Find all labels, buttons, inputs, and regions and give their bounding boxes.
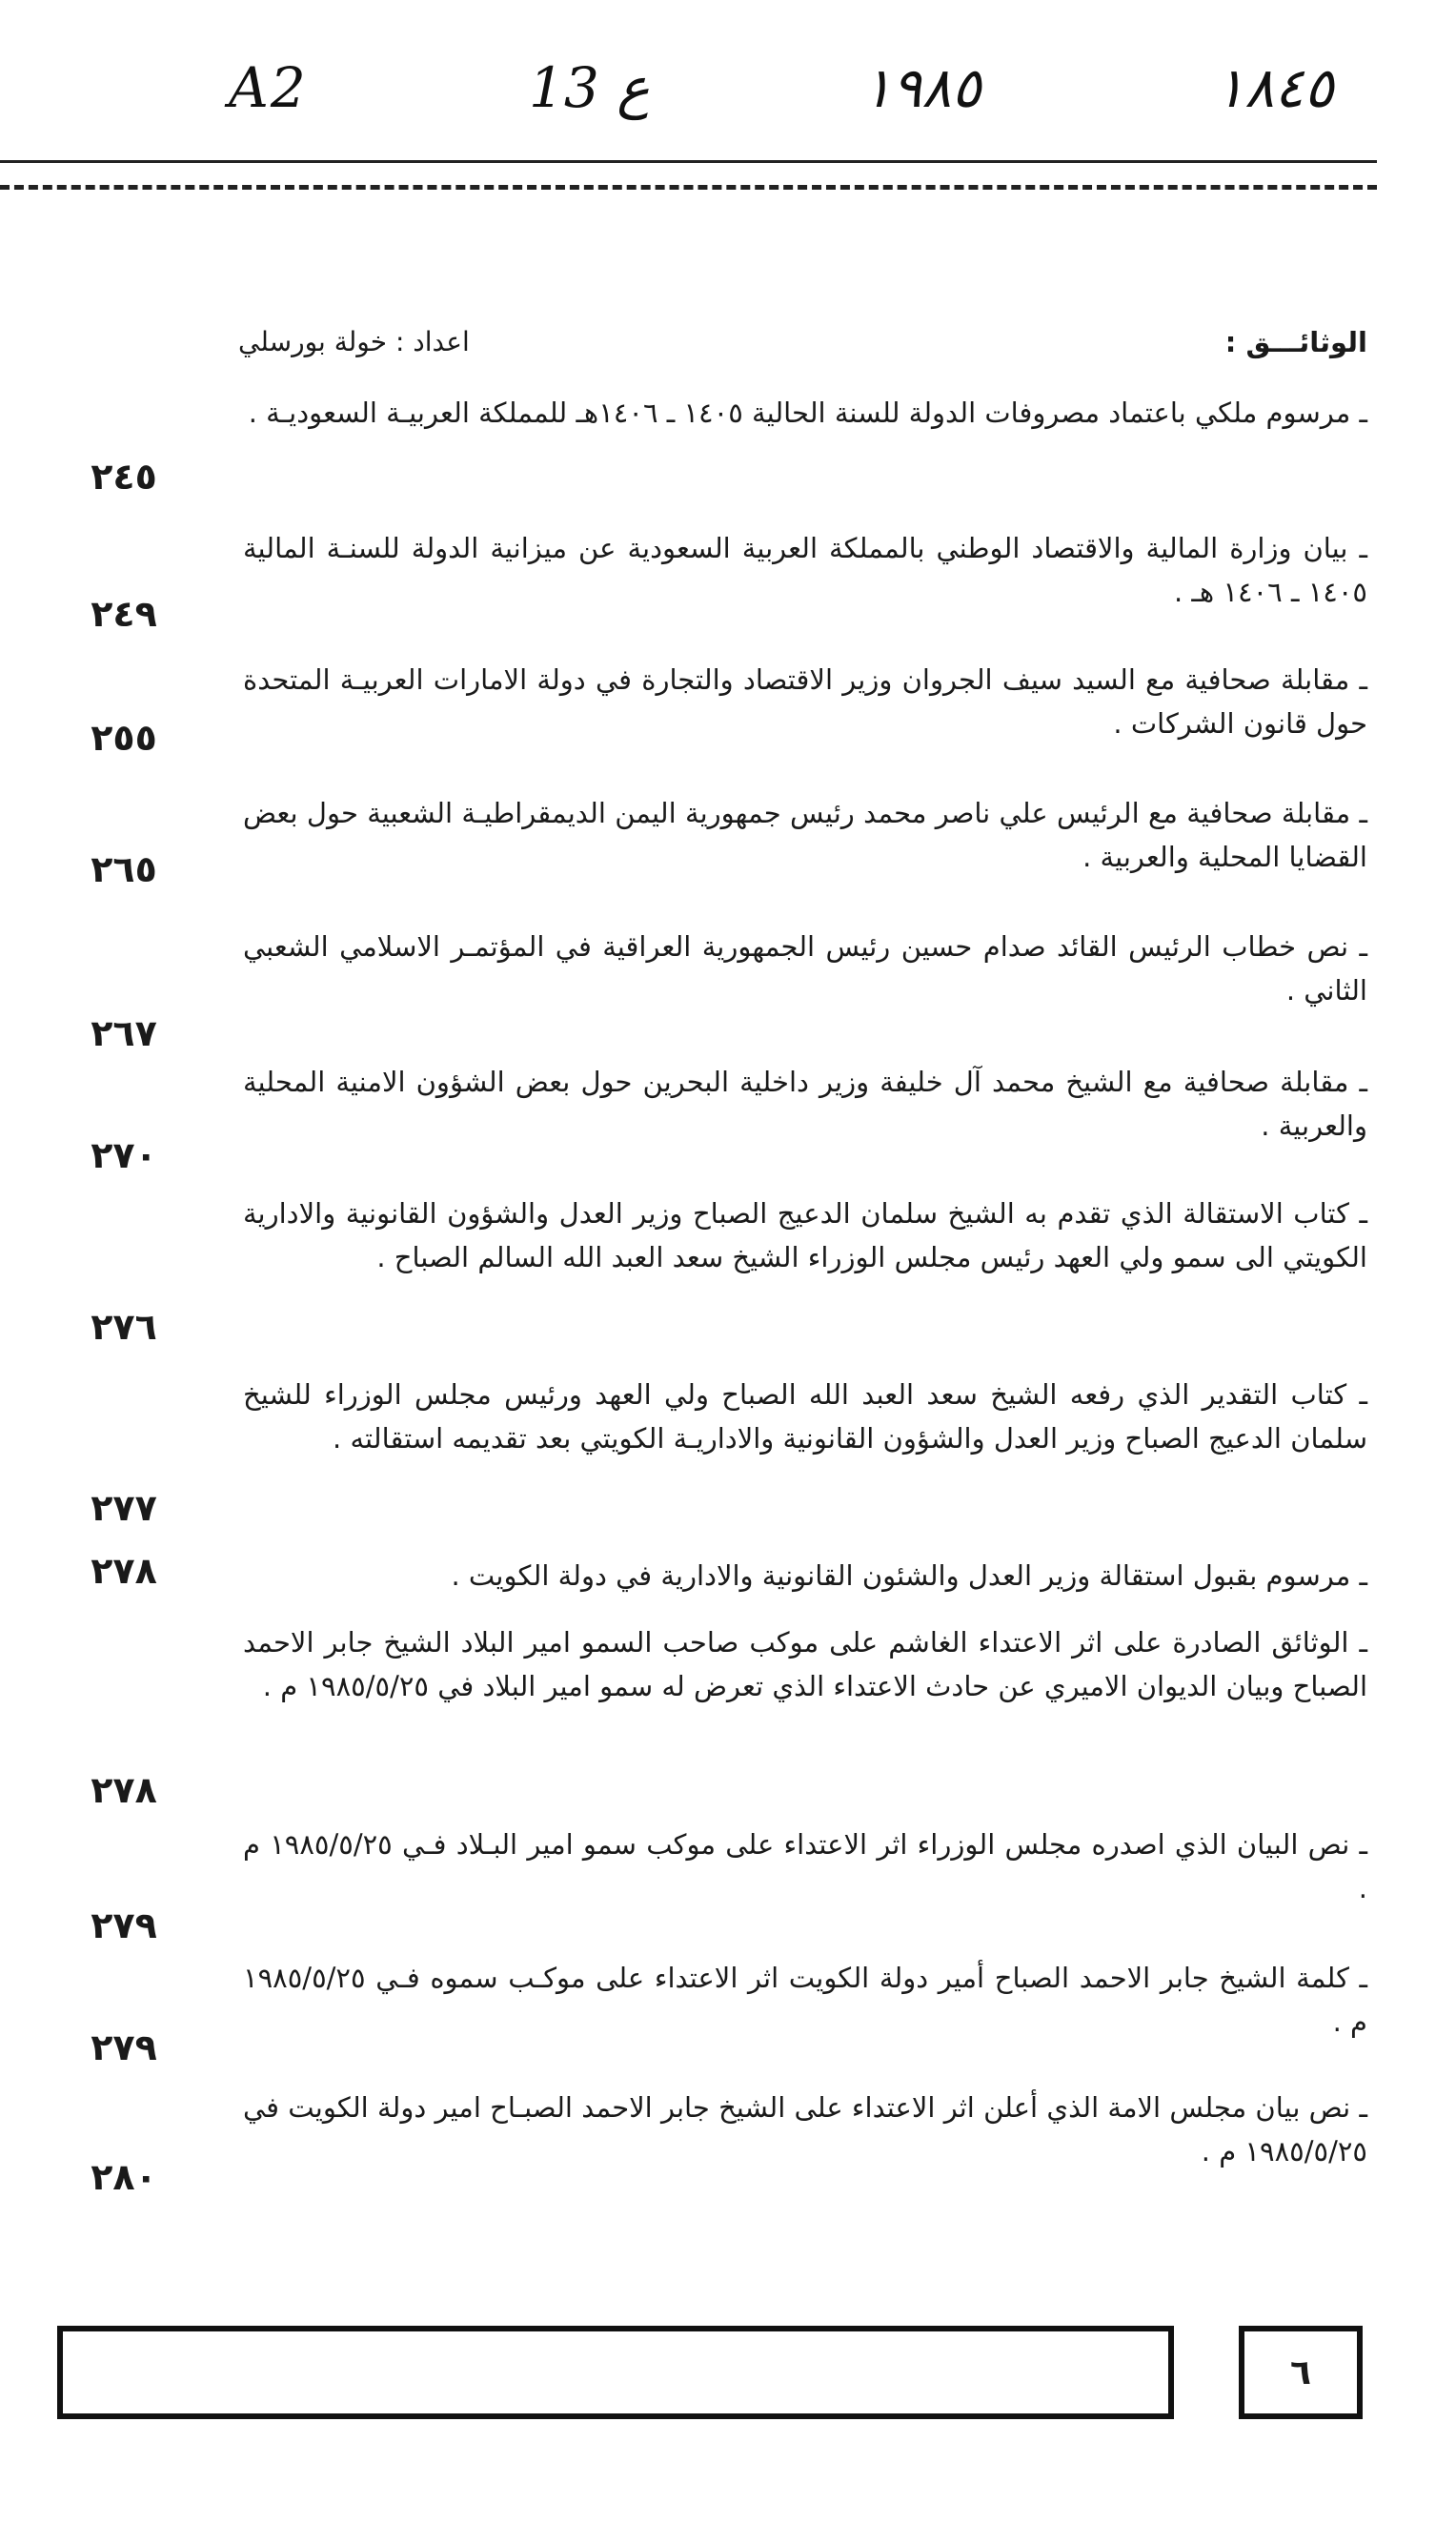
toc-entry-text: ـ مرسوم ملكي باعتماد مصروفات الدولة للسنة الحالية ١٤٠٥ ـ ١٤٠٦هـ للمملكة العربيـة السعوديـة . [248,397,1367,429]
handwritten-note-3: ١٩٨٥ [862,55,981,120]
handwritten-note-4: ١٨٤٥ [1215,55,1334,120]
toc-entry-text: ـ نص بيان مجلس الامة الذي أعلن اثر الاعتداء على الشيخ جابر الاحمد الصبـاح امير دولة الكويت في ١٩٨٥/٥/٢٥ م . [243,2091,1367,2168]
toc-entry [243,658,1367,745]
toc-entry-page: ٢٧٠ [91,1134,157,1176]
toc-entry [243,1060,1367,1148]
toc-entry-page: ٢٨٠ [91,2156,157,2198]
toc-entry-text: ـ كتاب التقدير الذي رفعه الشيخ سعد العبد الله الصباح ولي العهد ورئيس مجلس الوزراء للشيخ سلمان الدعيج الصباح وزير العدل والشؤون القانونية والاداريـة الكويتي بعد تقديمه استقالته . [243,1378,1367,1455]
toc-entry [243,391,1367,435]
toc-entry-page: ٢٤٩ [91,593,157,635]
toc-entry-page: ٢٧٩ [91,2026,157,2068]
toc-entry-text: ـ نص خطاب الرئيس القائد صدام حسين رئيس الجمهورية العراقية في المؤتمـر الاسلامي الشعبي الثاني . [243,930,1367,1007]
prepared-by: اعداد : خولة بورسلي [238,326,470,357]
footer-box [57,2326,1174,2419]
toc-entry [243,1822,1367,1910]
header-rule-dashed [0,185,1377,190]
toc-entry-text: ـ مقابلة صحافية مع الرئيس علي ناصر محمد رئيس جمهورية اليمن الديمقراطيـة الشعبية حول بعض القضايا المحلية والعربية . [243,797,1367,873]
toc-entry-page: ٢٧٩ [91,1904,157,1946]
toc-entry-page: ٢٧٨ [91,1769,157,1811]
toc-entry [243,1191,1367,1279]
toc-entry [243,2086,1367,2173]
toc-entry-page: ٢٥٥ [91,717,157,759]
footer-page-number: ٦ [1239,2326,1363,2419]
toc-entry-text: ـ الوثائق الصادرة على اثر الاعتداء الغاشم على موكب صاحب السمو امير البلاد الشيخ جابر الاحمد الصباح وبيان الديوان الاميري عن حادث الاعتداء الذي تعرض له سمو امير البلاد في ١٩٨٥/٥/٢٥ م . [243,1626,1367,1702]
toc-entry [243,1620,1367,1708]
toc-entry-page: ٢٧٦ [91,1306,157,1348]
toc-entry-text: ـ بيان وزارة المالية والاقتصاد الوطني بالمملكة العربية السعودية عن ميزانية الدولة للسنـة المالية ١٤٠٥ ـ ١٤٠٦ هـ . [243,532,1367,608]
toc-entry-page: ٢٤٥ [91,456,157,498]
toc-entry [243,1554,1367,1598]
toc-entry-page: ٢٧٨ [91,1550,157,1592]
toc-entry [243,1373,1367,1460]
toc-entry [243,526,1367,614]
toc-entry [243,1956,1367,2044]
handwritten-note-1: A2 [229,55,308,120]
toc-entry-text: ـ كلمة الشيخ جابر الاحمد الصباح أمير دولة الكويت اثر الاعتداء على موكـب سموه فـي ١٩٨٥/٥/٢٥ م . [243,1962,1367,2038]
toc-entry-text: ـ مقابلة صحافية مع الشيخ محمد آل خليفة وزير داخلية البحرين حول بعض الشؤون الامنية المحلية والعربية . [243,1066,1367,1142]
header-rule-solid [0,160,1377,163]
toc-entry [243,925,1367,1012]
section-title: الوثائـــق : [1224,326,1367,358]
toc-entry-text: ـ مرسوم بقبول استقالة وزير العدل والشئون القانونية والادارية في دولة الكويت . [451,1559,1367,1592]
handwritten-note-2: 13 ع [529,55,650,120]
toc-entry-page: ٢٦٥ [91,848,157,890]
toc-entry [243,791,1367,879]
toc-entry-text: ـ نص البيان الذي اصدره مجلس الوزراء اثر الاعتداء على موكب سمو امير البـلاد فـي ١٩٨٥/٥/٢٥ م . [243,1828,1367,1904]
toc-entry-text: ـ مقابلة صحافية مع السيد سيف الجروان وزير الاقتصاد والتجارة في دولة الامارات العربيـة المتحدة حول قانون الشركات . [243,663,1367,740]
toc-entry-text: ـ كتاب الاستقالة الذي تقدم به الشيخ سلمان الدعيج الصباح وزير العدل والشؤون القانونية والادارية الكويتي الى سمو ولي العهد رئيس مجلس الوزراء الشيخ سعد العبد الله السالم الصباح . [243,1197,1367,1273]
toc-entry-page: ٢٦٧ [91,1012,157,1054]
toc-entry-page: ٢٧٧ [91,1487,157,1529]
section-header [238,326,1367,374]
